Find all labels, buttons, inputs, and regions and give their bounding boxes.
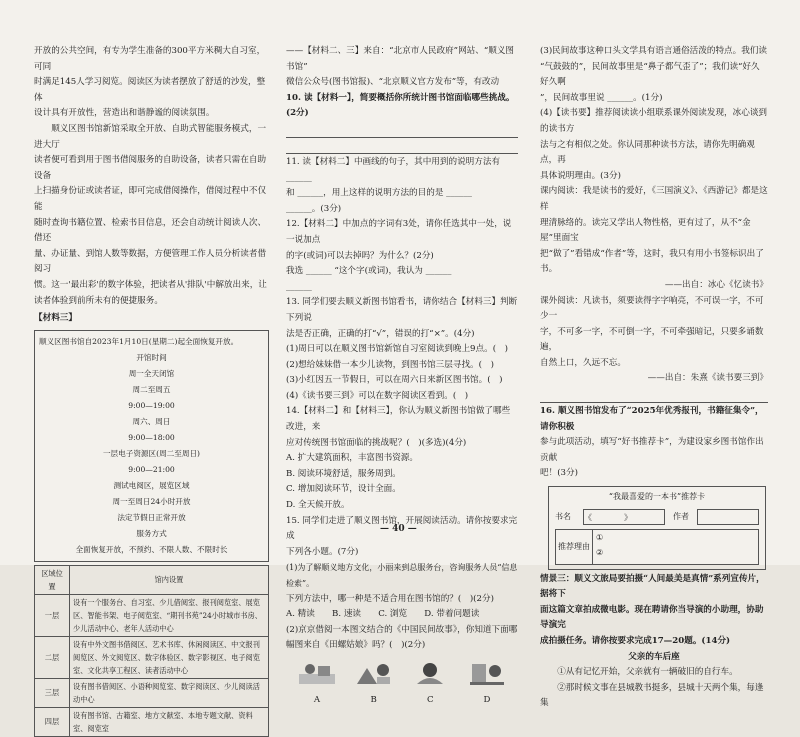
question-15-options: A. 精读 B. 速读 C. 浏览 D. 带着问题读	[286, 609, 480, 620]
question-13-item: (1)周日可以在顺义图书馆新馆自习室阅读到晚上9点。( )	[286, 344, 509, 355]
text-line: 课外阅读：凡读书，须要读得字字响亮，不可误一字，不可少一	[540, 295, 764, 322]
question-13-item: (4)《读书要三到》可以在数字阅读区看到。( )	[286, 390, 469, 401]
reason-item: ②	[596, 547, 604, 557]
scene-3-line: 成拍摄任务。请你按要求完成17—20题。(14分)	[540, 636, 731, 646]
notice-line: 周二至周五	[132, 384, 171, 394]
table-header-row	[35, 565, 269, 594]
notice-line: 服务方式	[136, 528, 167, 538]
text-line: 课内阅读：我是读书的爱好，《三国演义》、《西游记》都是这样	[540, 186, 768, 212]
option-label: B	[370, 694, 377, 705]
article-title: 父亲的车后座	[628, 651, 680, 662]
text-line: “气鼓鼓的”，民间故事里是“鼻子都气歪了”；我们读“好久好久啊	[540, 61, 760, 88]
picture-options	[286, 660, 518, 708]
question-13-line: 法是否正确，正确的打“√”，错误的打“×”。(4分)	[286, 328, 475, 339]
article-paragraph: ②那时候文事在县城教书挺多，县城十天两个集，每逢集	[540, 682, 764, 709]
question-14-line: 应对传统图书馆面临的挑战呢？( )(多选)(4分)	[286, 437, 467, 448]
option-label: C	[427, 694, 434, 705]
text-line: 读者便可看到用于图书借阅服务的自助设备，读者只需在自助设备	[34, 155, 267, 181]
scene-3-line: 面这篇文章拍成微电影。现在聘请你当导演的小助理，协助导演完	[540, 604, 764, 631]
material-3-heading: 【材料三】	[34, 313, 77, 324]
opening-notice	[34, 330, 269, 562]
question-12: 12.【材料二】中加点的字词有3处，请你任选其中一处，说一说加点	[286, 219, 512, 245]
picture-option-b[interactable]	[351, 660, 397, 708]
question-15-line: (1)为了解顺义地方文化，小丽来到总服务台，咨询服务人员“信息检索”。	[286, 563, 518, 588]
table-cell-floor: 三层	[35, 678, 70, 707]
question-11-line: 和 ______，用上这样的说明方法的目的是 ______	[286, 188, 472, 199]
text-line: (3)民间故事这种口头文学具有语言通俗活泼的特点。我们读	[540, 46, 768, 56]
notice-line: 法定节假日正常开放	[117, 512, 186, 522]
text-line: 惯。这一'最出彩'的数字体验，把读者从'排队'中解放出来，让	[34, 279, 267, 290]
text-line: 自然上口，久远不忘。	[540, 357, 626, 368]
question-12-line: 我选 ______ “这个字(或词)，我认为 ______	[286, 266, 452, 277]
question-14-option: D. 全天候开放。	[286, 500, 350, 511]
scene-3-intro: 情景三：顺义文旅局要拍摄“人间最美是真情”系列宣传片，据将下	[540, 573, 765, 600]
source-line: ——【材料二、三】来自：“北京市人民政府”网站、“顺义图书馆”	[286, 46, 515, 72]
notice-line: 全面恢复开放，不预约、不限人数、不限时长	[75, 544, 228, 554]
source-citation: ——出自：冰心《忆读书》	[664, 279, 768, 290]
left-column	[34, 44, 269, 737]
question-14: 14.【材料二】和【材料三】，你认为顺义新图书馆做了哪些改进，来	[286, 406, 511, 433]
paragraph-2	[34, 122, 269, 309]
question-13: 13. 同学们要去顺义新图书馆看书，请你结合【材料三】判断下列说	[286, 297, 518, 323]
question-13-item: (2)想给妹妹借一本少儿读物，到图书馆三层寻找。( )	[286, 359, 494, 370]
text-line: 把“做了”看错成“作者”等，这时，我只有用小书签标识出了书。	[540, 248, 764, 275]
picture-option-a[interactable]	[294, 660, 340, 708]
question-15-line: (2)京京借阅一本图文结合的《中国民间故事》，你知道下面哪	[286, 624, 518, 635]
paragraph-1	[34, 44, 269, 122]
middle-column	[286, 44, 518, 708]
text-line: 读者体验到前所未有的便捷服务。	[34, 295, 163, 306]
card-title: “我最喜爱的一本书”推荐卡	[608, 492, 706, 502]
text-line: 随时查询书籍位置、检索书目信息，还会自动统计阅读人次、借还	[34, 217, 267, 244]
illustration-icon	[411, 660, 449, 686]
table-cell-desc: 设有图书借阅区、小语种阅览室、数字阅读区、少儿阅读活动中心	[70, 678, 269, 707]
text-line: 字，不可多一字，不可倒一字，不可牵强暗记，只要多诵数遍，	[540, 326, 764, 353]
table-row	[35, 707, 269, 736]
text-line: (4)【读书要】推荐阅读读小组联系课外阅读发现，冰心谈到的读书方	[540, 108, 768, 134]
book-input[interactable]: 《 》	[583, 509, 665, 525]
option-label: D	[483, 694, 491, 705]
table-header: 区域位置	[35, 565, 70, 594]
question-14-option: B. 阅读环境舒适，服务周到。	[286, 468, 401, 479]
table-cell-desc: 设有图书馆、古籍室、地方文献室、本地专题文献、资料室、阅览室	[70, 707, 269, 736]
text-line: 设计具有开放性，营造出和谐静谧的阅读氛围。	[34, 108, 215, 119]
question-16-line: 参与此项活动，填写“好书推荐卡”，为建设家乡图书馆作出贡献	[540, 437, 764, 463]
card-book-row	[555, 509, 759, 525]
text-line: 开放的公共空间，有专为学生准备的300平方米稠大自习室，可同	[34, 46, 266, 72]
question-15-line: 幅图来自《田螺姑娘》吗？( )(2分)	[286, 640, 426, 651]
text-line: 上扫描身份证或读者证，即可完成借阅操作，借阅过程中不仅能	[34, 186, 267, 212]
question-11: 11. 读【材料二】中画线的句子，其中用到的说明方法有 ______	[286, 156, 501, 183]
author-label: 作者	[673, 511, 689, 521]
question-15-line: 下列方法中，哪一种是不适合用在图书馆的？( )(2分)	[286, 593, 494, 604]
reason-label: 推荐理由	[555, 529, 593, 565]
reason-item: ①	[596, 532, 604, 542]
text-line: 具体说明理由。(3分)	[540, 170, 621, 181]
notice-line: 9:00—21:00	[128, 464, 175, 474]
illustration-icon	[468, 660, 506, 686]
notice-line: 周六、周日	[132, 416, 171, 426]
table-row	[35, 594, 269, 636]
table-header: 馆内设置	[70, 565, 269, 594]
question-14-option: A. 扩大建筑面积，丰富图书资源。	[286, 453, 418, 464]
text-line: 量、办证量、到馆人数等数据，方便管理工作人员分析读者借阅习	[34, 248, 267, 275]
notice-line: 9:00—19:00	[128, 400, 175, 410]
picture-option-c[interactable]	[407, 660, 453, 708]
notice-line: 周一全天闭馆	[128, 368, 175, 378]
source-citation: ——出自：朱熹《读书要三到》	[647, 373, 768, 384]
recommendation-card	[548, 486, 766, 570]
right-column	[540, 44, 768, 712]
answer-line[interactable]	[286, 123, 518, 138]
source-line: 微信公众号(图书馆报)、“北京顺义官方发布”等，有改动	[286, 77, 500, 88]
reason-input[interactable]	[593, 529, 759, 565]
question-11-line: ______。(3分)	[286, 203, 342, 214]
question-12-line: ______	[286, 281, 312, 292]
page-number: — 40 —	[380, 524, 417, 534]
notice-line: 开馆时间	[136, 352, 167, 362]
table-cell-desc: 设有一个服务台、自习室、少儿借阅室、报刊阅览室、展览区、智能书架、电子阅览室、“期刊书苑”24小时城市书房、少儿活动中心、老年人活动中心	[70, 594, 269, 636]
question-15-line: 下列各小题。(7分)	[286, 546, 359, 557]
question-10: 10. 读【材料一】，简要概括你所统计图书馆面临哪些挑战。(2分)	[286, 92, 515, 119]
table-cell-desc: 设有中外文图书借阅区、艺术书库、休闲阅读区、中文报刊阅览区、外文阅览区、数字体验区、数字影视区、电子阅览室、文化共享工程区、读者活动中心	[70, 636, 269, 678]
text-line: ”，民间故事里说 ______。(1分)	[540, 92, 663, 103]
table-cell-floor: 二层	[35, 636, 70, 678]
question-16-line: 吧！(3分)	[540, 468, 578, 479]
author-input[interactable]	[697, 509, 759, 525]
text-line: 法与之有相似之处。你认同那种读书方法，请你先明确观点，再	[540, 139, 755, 166]
illustration-icon	[355, 660, 393, 686]
picture-option-d[interactable]	[464, 660, 510, 708]
notice-header: 顺义区图书馆自2023年1月10日(星期二)起全面恢复开放。	[39, 336, 239, 346]
question-13-item: (3)小红因五一节假日，可以在周六日来新区图书馆。( )	[286, 375, 503, 386]
table-cell-floor: 一层	[35, 594, 70, 636]
table-row	[35, 636, 269, 678]
notice-line: 测试电阅区，展览区域	[113, 480, 190, 490]
question-14-option: C. 增加阅读环节，设计全面。	[286, 484, 401, 495]
text-line: 顺义区图书馆新馆采取全开放、自助式智能服务模式，一进大厅	[34, 123, 267, 150]
facility-table	[34, 565, 269, 737]
notice-line: 周一至周日24小时开放	[112, 496, 191, 506]
illustration-icon	[298, 660, 336, 686]
notice-line: 9:00—18:00	[128, 432, 175, 442]
text-line: 理清脉络的。读完又学出人物性格，更有过了，从不“金屋”里面宝	[540, 217, 751, 244]
table-row	[35, 678, 269, 707]
book-label: 书名	[555, 511, 571, 521]
article-paragraph: ①从有记忆开始，父亲就有一辆破旧的自行车。	[557, 667, 738, 678]
answer-line[interactable]	[540, 388, 768, 403]
card-reason-row	[555, 529, 759, 565]
answer-line[interactable]	[286, 139, 518, 154]
option-label: A	[313, 694, 321, 705]
text-line: 时满足145人学习阅览。阅读区为读者摆放了舒适的沙发，整体	[34, 77, 266, 103]
question-15: 15. 同学们走进了顺义图书馆，开展阅读活动。请你按要求完成	[286, 515, 518, 542]
question-12-line: 的字(或词)可以去掉吗？为什么？(2分)	[286, 250, 434, 261]
question-16: 16. 顺义图书馆发布了“2025年优秀报刊，书籍征集令”，请你积极	[540, 406, 764, 432]
table-cell-floor: 四层	[35, 707, 70, 736]
notice-line: 一层电子资源区(周二至周日)	[102, 448, 201, 458]
